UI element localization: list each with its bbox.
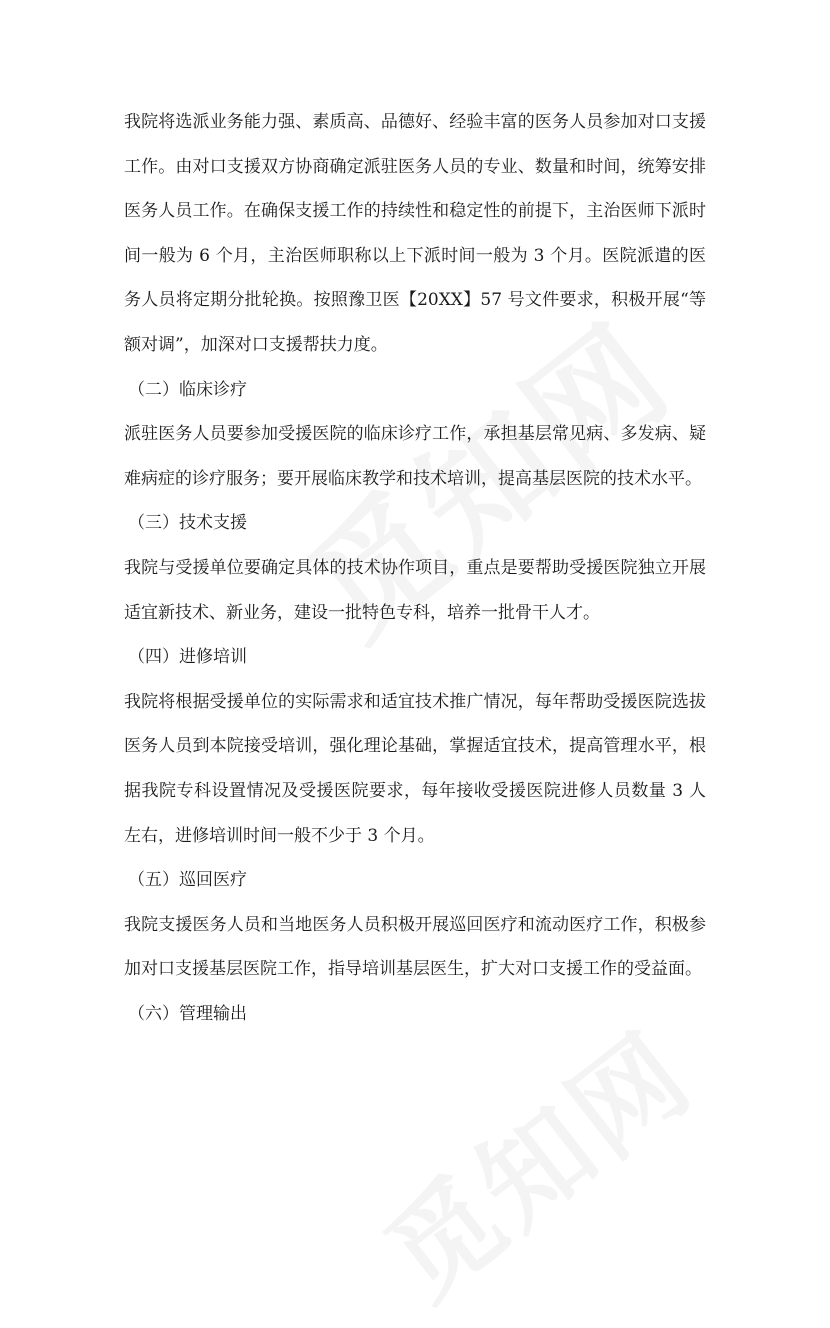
- section-heading-management: （六）管理输出: [128, 1003, 247, 1024]
- section-heading-clinical: （二）临床诊疗: [128, 379, 247, 400]
- section-paragraph-clinical: 派驻医务人员要参加受援医院的临床诊疗工作，承担基层常见病、多发病、疑难病症的诊疗服务；要开展临床教学和技术培训，提高基层医院的技术水平。: [124, 424, 706, 489]
- watermark-lower: [348, 990, 720, 1328]
- section-heading-mobile: （五）巡回医疗: [128, 870, 247, 891]
- section-paragraph-training: 我院将根据受援单位的实际需求和适宜技术推广情况，每年帮助受援医院选拔医务人员到本院接受培训，强化理论基础，掌握适宜技术，提高管理水平，根据我院专科设置情况及受援医院要求，每年接收受援医院进修人员数量 3 人左右，进修培训时间一般不少于 3 个月。: [124, 691, 706, 846]
- section-heading-technical: （三）技术支援: [128, 513, 247, 534]
- document-body: [124, 100, 706, 1036]
- section-heading-training: （四）进修培训: [128, 647, 247, 668]
- section-paragraph-mobile: 我院支援医务人员和当地医务人员积极开展巡回医疗和流动医疗工作，积极参加对口支援基层医院工作，指导培训基层医生，扩大对口支援工作的受益面。: [124, 914, 706, 980]
- section-paragraph-technical: 我院与受援单位要确定具体的技术协作项目，重点是要帮助受援医院独立开展适宜新技术、新业务，建设一批特色专科，培养一批骨干人才。: [124, 557, 706, 623]
- intro-paragraph: 我院将选派业务能力强、素质高、品德好、经验丰富的医务人员参加对口支援工作。由对口支援双方协商确定派驻医务人员的专业、数量和时间，统筹安排医务人员工作。在确保支援工作的持续性和稳定性的前提下，主治医师下派时间一般为 6 个月，主治医师职称以上下派时间一般为 3 个月。医院派遣的医务人员将定期分批轮换。按照豫卫医【20XX】57 号文件要求，积极开展“等额对调”，加深对口支援帮扶力度。: [124, 112, 706, 355]
